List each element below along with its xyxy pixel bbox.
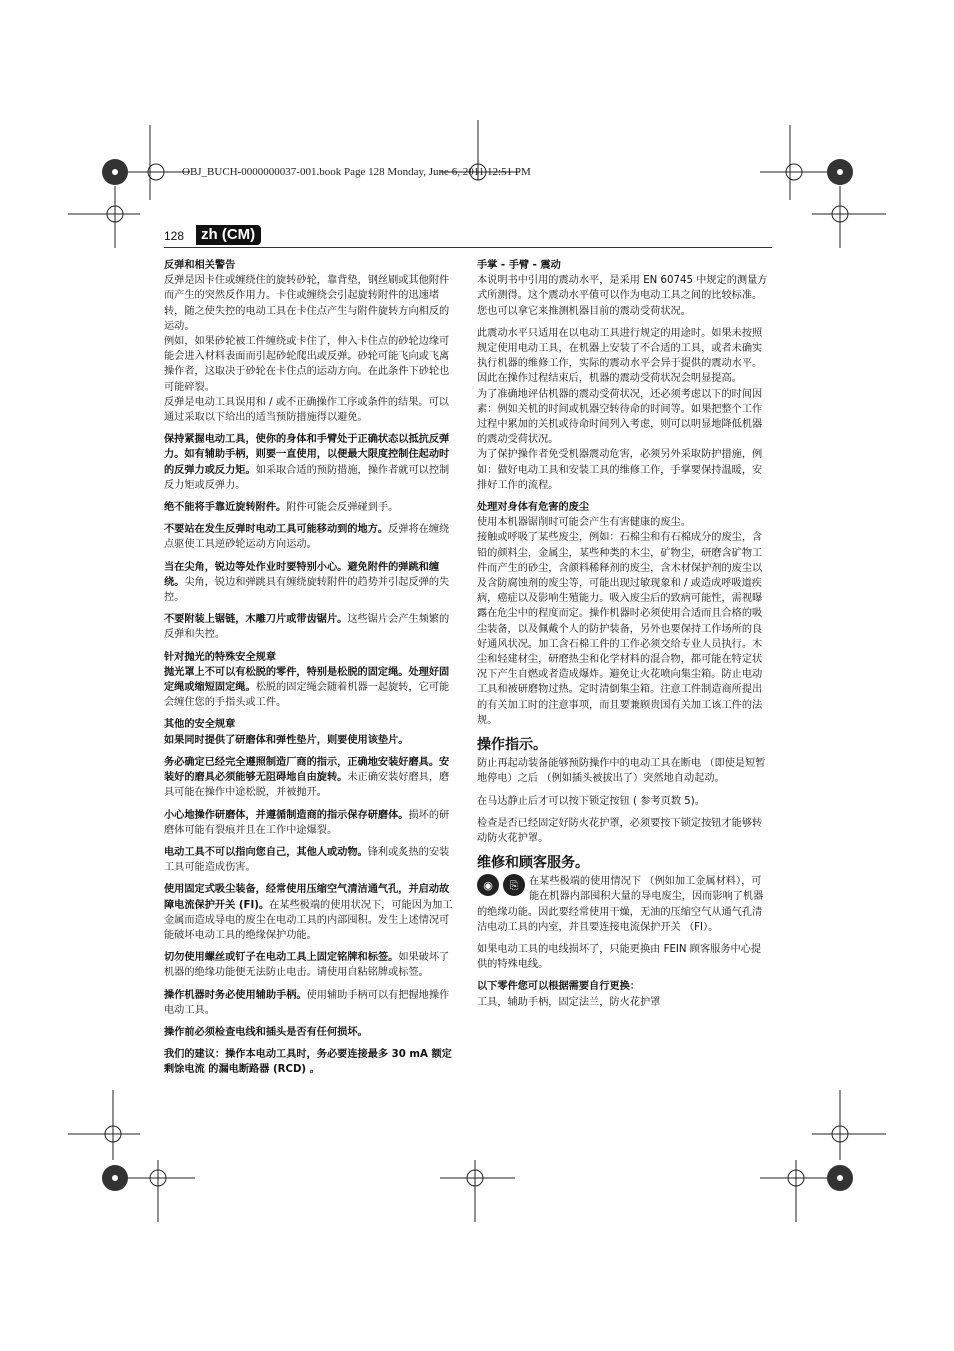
warning-paragraph [164, 808, 456, 838]
warning-paragraph [164, 500, 456, 515]
warning-text: 锋利或炙热的安装工具可能造成伤害。 [164, 846, 450, 874]
warning-bold: 小心地操作研磨体，并遵循制造商的指示保存研磨体。 [164, 809, 409, 821]
pictogram-group [477, 874, 525, 896]
warning-bold: 绝不能将手靠近旋转附件。 [164, 502, 287, 514]
paragraph: 工具，辅助手柄，固定法兰，防火花护罩 [477, 996, 661, 1008]
left-column [164, 258, 456, 1085]
warning-paragraph [164, 665, 456, 711]
warning-paragraph [164, 988, 456, 1018]
warning-text: 松脱的固定绳会随着机器一起旋转，它可能会缠住您的手指头或工件。 [164, 682, 450, 709]
paragraph: 本说明书中引用的震动水平，是采用 EN 60745 中规定的测量方式所测得。这个震动水平值可以作为电动工具之间的比较标准。您也可以拿它来推测机器目前的震动受荷状况。 [477, 275, 768, 317]
warning-bold: 不要附装上锯链，木雕刀片或带齿锯片。 [164, 614, 348, 626]
warning-paragraph [164, 1047, 456, 1077]
warning-text: 尖角，锐边和弹跳具有缠绕旋转附件的趋势并引起反弹的失控。 [164, 576, 450, 604]
paragraph: 在马达静止后才可以按下锁定按钮 ( 参考页数 5)。 [477, 795, 705, 807]
language-badge: zh (CM) [196, 225, 261, 245]
warning-text: 这些锯片会产生频繁的反弹和失控。 [164, 614, 450, 641]
warning-text: 附件可能会反弹碰到手。 [286, 502, 399, 514]
warning-paragraph [164, 950, 456, 980]
paragraph: 为了准确地评估机器的震动受荷状况，还必须考虑以下的时间因素：例如关机的时间或机器空转待命的时间等。如果把整个工作过程中累加的关机或待命时间列入考虑，则可以明显地降低机器的震动受荷状况。 [477, 388, 763, 446]
paragraph [477, 874, 770, 935]
warning-bold: 当在尖角，锐边等处作业时要特别小心。避免附件的弹跳和缠绕。 [164, 561, 440, 588]
section-title-service: 维修和顾客服务。 [477, 855, 589, 872]
right-column [477, 258, 770, 1017]
section-title-other: 其他的安全规章 [164, 719, 236, 731]
service-text: 在某些极端的使用情况下 （例如加工金属材料），可能在机器内部囤积大量的导电废尘，因而影响了机器的绝缘功能。因此要经常使用干燥，无油的压缩空气从通气孔清洁电动工具的内室，并且要连接电流保护开关 （FI）。 [477, 876, 764, 933]
warning-text: 如采取合适的预防措施，操作者就可以控制反力矩或反弹力。 [164, 464, 450, 491]
warning-bold: 电动工具不可以指向您自己，其他人或动物。 [164, 846, 368, 858]
section-title-operation: 操作指示。 [477, 737, 547, 754]
page-number: 128 [164, 229, 185, 243]
paragraph: 使用本机器锯削时可能会产生有害健康的废尘。 [477, 517, 691, 529]
warning-bold: 务必确定已经完全遵照制造厂商的指示，正确地安装好磨具。安装好的磨具必须能够无阻碍地自由旋转。 [164, 756, 450, 784]
paragraph: 如果电动工具的电线损坏了，只能更换由 FEIN 顾客服务中心提供的特殊电线。 [477, 943, 762, 971]
warning-bold: 我们的建议：操作本电动工具时，务必要连接最多 30 mA 额定剩馀电流 的漏电断路器 (RCD) 。 [164, 1049, 452, 1076]
paragraph: 防止再起动装备能够预防操作中的电动工具在断电 （即使是短暂地停电）之后 （例如插头被拔出了）突然地自动起动。 [477, 758, 766, 785]
warning-bold: 操作机器时务必使用辅助手柄。 [164, 989, 307, 1001]
warning-paragraph [164, 612, 456, 642]
paragraph: 此震动水平只适用在以电动工具进行规定的用途时。如果未按照规定使用电动工具，在机器上安装了不合适的工具，或者未确实执行机器的维修工作，实际的震动水平会异于提供的震动水平。因此在操作过程结束后，机器的震动受荷状况会明显提高。 [477, 327, 763, 385]
paragraph: 反弹是电动工具误用和 / 或不正确操作工序或条件的结果。可以通过采取以下给出的适当预防措施得以避免。 [164, 396, 449, 424]
warning-text: 未正确安装好磨具，磨具可能在操作中途松脱，并被抛开。 [164, 772, 450, 799]
warning-text: 如果破坏了机器的绝缘功能便无法防止电击。请使用自粘铭牌或标签。 [164, 952, 450, 979]
warning-bold: 保持紧握电动工具，使你的身体和手臂处于正确状态以抵抗反弹力。如有辅助手柄，则要一直使用，以便最大限度控制住起动时的反弹力或反力矩。 [164, 434, 450, 476]
section-title-kickback: 反弹和相关警告 [164, 260, 236, 271]
warning-text: 反弹将在缠绕点驱使工具逆砂轮运动方向运动。 [164, 524, 450, 551]
book-info-line: OBJ_BUCH-0000000037-001.book Page 128 Monday, June 6, 2011 12:51 PM [182, 166, 531, 178]
warning-text: 使用辅助手柄可以有把握地操作电动工具。 [164, 989, 450, 1016]
warning-paragraph [164, 1025, 456, 1040]
paragraph: 例如，如果砂轮被工件缠绕或卡住了，伸入卡住点的砂轮边缘可能会进入材料表面而引起砂轮爬出或反弹。砂轮可能飞向或飞离操作者，这取决于砂轮在卡住点的运动方向。在此条件下砂轮也可能碎裂。 [164, 336, 450, 393]
plug-icon: ⎘ [503, 874, 525, 896]
warning-paragraph [164, 560, 456, 606]
warning-bold: 操作前必须检查电线和插头是否有任何损坏。 [164, 1026, 368, 1038]
warning-paragraph [164, 432, 456, 493]
warning-bold: 抛光罩上不可以有松脱的零件，特别是松脱的固定绳。处理好固定绳或缩短固定绳。 [164, 666, 450, 694]
warning-paragraph [164, 845, 456, 875]
section-title-dust: 处理对身体有危害的废尘 [477, 502, 590, 514]
warning-bold: 如果同时提供了研磨体和弹性垫片，则要使用该垫片。 [164, 734, 409, 746]
warning-paragraph [164, 733, 456, 748]
section-title-vibration: 手掌 - 手臂 - 震动 [477, 260, 561, 271]
header-rule [164, 247, 772, 248]
section-title-polish: 针对抛光的特殊安全规章 [164, 651, 277, 663]
warning-text: 在某些极端的使用状况下，可能因为加工金属而造成导电的废尘在电动工具的内部囤积。发生上述情况可能破坏电动工具的绝缘保护功能。 [164, 899, 453, 941]
warning-bold: 使用固定式吸尘装备，经常使用压缩空气清洁通气孔，并启动故障电流保护开关 (FI)。 [164, 884, 450, 911]
paragraph: 反弹是因卡住或缠绕住的旋转砂轮，靠背垫，钢丝刷或其他附件而产生的突然反作用力。卡住或缠绕会引起旋转附件的迅速堵转，随之使失控的电动工具在卡住点产生与附件旋转方向相反的运动。 [164, 275, 450, 332]
goggles-icon: ◉ [477, 874, 499, 896]
warning-bold: 切勿使用螺丝或钉子在电动工具上固定铭牌和标签。 [164, 952, 399, 964]
warning-bold: 不要站在发生反弹时电动工具可能移动到的地方。 [164, 524, 389, 536]
paragraph: 接触或呼吸了某些废尘，例如：石棉尘和有石棉成分的废尘，含铅的颜料尘，金属尘，某些种类的木尘，矿物尘，研磨含矿物工件而产生的砂尘，含颜料稀释剂的废尘，含木材保护剂的废尘以及含防腐蚀剂的废尘等，可能出现过敏现象和 / 或造成呼吸道疾病，癌症以及影响生殖能力。吸入废尘后的致病可能性，需视曝露在危尘中的程度而定。操作机器时必须使用合适而且合格的吸尘装备，以及佩戴个人的防护装备，另外也要保持工作场所的良好通风状况。加工含石棉工件的工作必须交给专业人员执行。木尘和轻建材尘，研磨热尘和化学材料的混合物，都可能在特定状况下产生自燃或者造成爆炸。避免让火花喷向集尘箱。防止电动工具和被研磨物过热。定时清倒集尘箱。注意工件制造商所提出的有关加工时的注意事项，而且要兼顾贵国有关加工该工件的法规。 [477, 532, 763, 726]
warning-paragraph [164, 755, 456, 801]
warning-paragraph [164, 522, 456, 552]
warning-text: 损坏的研磨体可能有裂痕并且在工作中途爆裂。 [164, 809, 450, 836]
paragraph-bold: 以下零件您可以根据需要自行更换： [477, 981, 640, 993]
paragraph: 检查是否已经固定好防火花护罩，必须要按下锁定按钮才能够转动防火花护罩。 [477, 817, 763, 844]
paragraph: 为了保护操作者免受机器震动危害，必须另外采取防护措施，例如：做好电动工具和安装工具的维修工作，手掌要保持温暖，安排好工作的流程。 [477, 449, 763, 491]
warning-paragraph [164, 882, 456, 943]
